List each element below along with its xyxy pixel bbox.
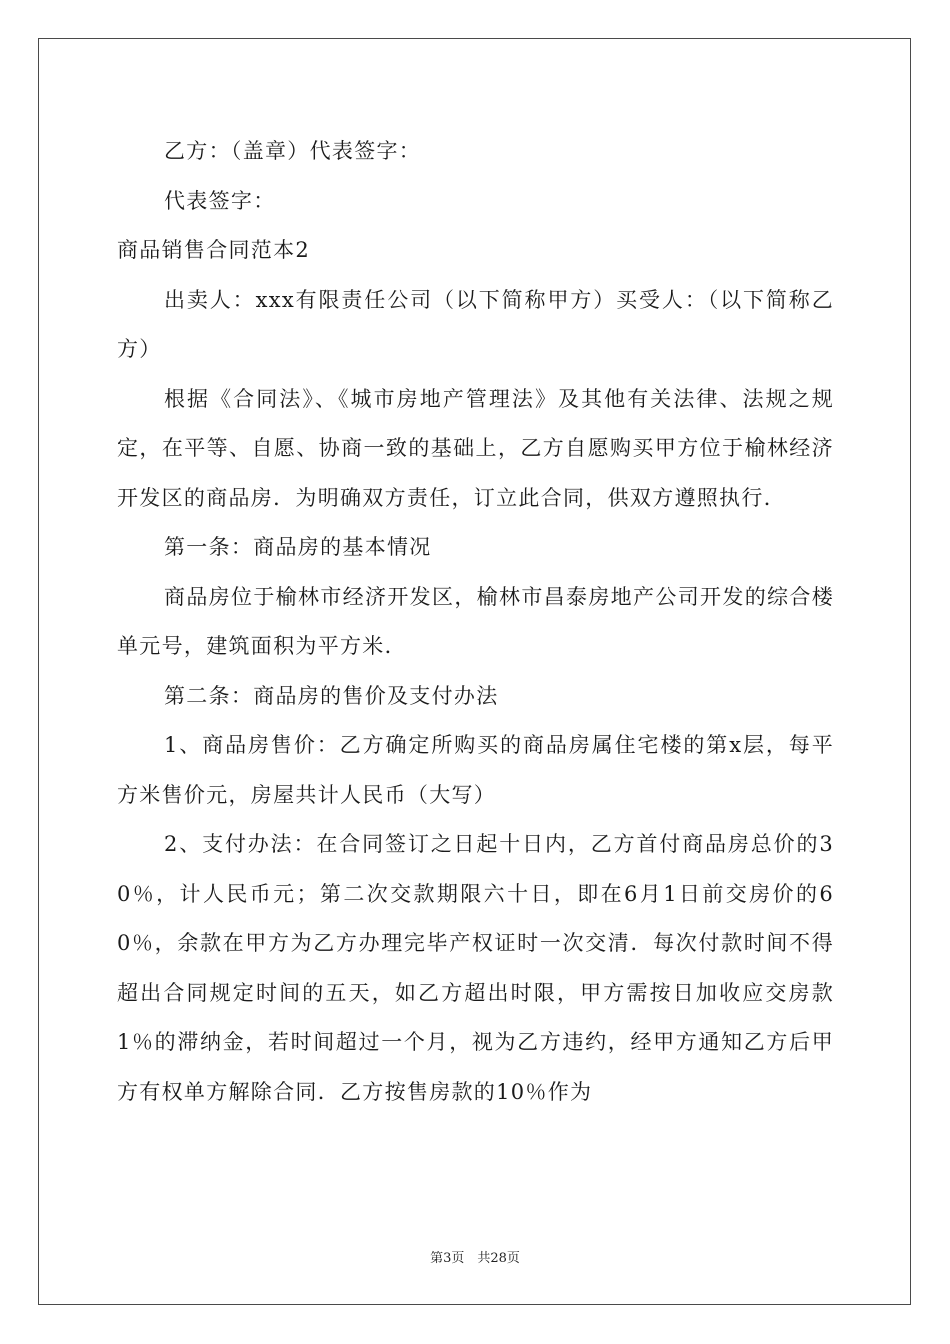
- paragraph-representative-signature: 代表签字：: [164, 188, 276, 213]
- article-1-heading: 第一条：商品房的基本情况: [164, 535, 432, 559]
- paragraph-legal-basis: 根据《合同法》、《城市房地产管理法》及其他有关法律、法规之规定，在平等、自愿、协商一致的基础上，乙方自愿购买甲方位于榆林经济开发区的商品房．为明确双方责任，订立此合同，供双方遵照执行．: [117, 386, 834, 510]
- section-title: 商品销售合同范本2: [117, 238, 311, 262]
- page-footer: 第3页 共28页: [430, 1251, 520, 1266]
- paragraph-property-info: 商品房位于榆林市经济开发区，榆林市昌泰房地产公司开发的综合楼单元号，建筑面积为平方米．: [117, 584, 834, 658]
- article-2-heading: 第二条：商品房的售价及支付办法: [164, 683, 499, 708]
- document-body: [117, 127, 834, 1117]
- paragraph-party-b-signature: 乙方：（盖章）代表签字：: [164, 139, 422, 163]
- paragraph-payment-method: 2、支付办法：在合同签订之日起十日内，乙方首付商品房总价的30％，计人民币元；第二次交款期限六十日，即在6月1日前交房价的60％，余款在甲方为乙方办理完毕产权证时一次交清．每次付款时间不得超出合同规定时间的五天，如乙方超出时限，甲方需按日加收应交房款1％的滞纳金，若时间超过一个月，视为乙方违约，经甲方通知乙方后甲方有权单方解除合同．乙方按售房款的10％作为: [117, 832, 834, 1104]
- paragraph-price: 1、商品房售价：乙方确定所购买的商品房属住宅楼的第x层，每平方米售价元，房屋共计人民币（大写）: [117, 733, 834, 807]
- paragraph-parties: 出卖人：xxx有限责任公司（以下简称甲方）买受人：（以下简称乙方）: [117, 287, 834, 361]
